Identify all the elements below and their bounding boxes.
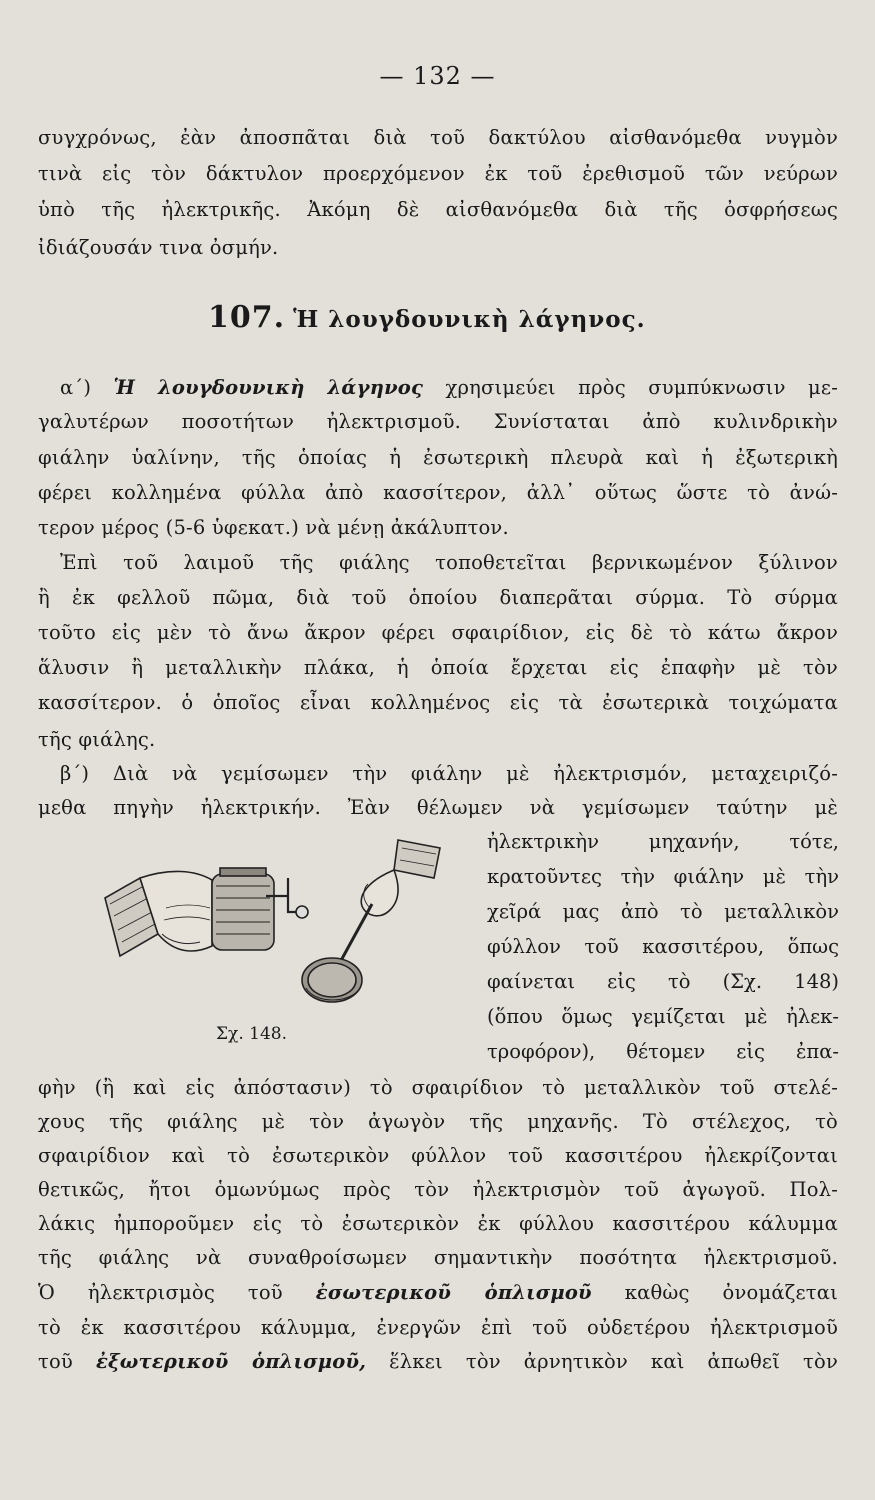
text-line: γαλυτέρων ποσοτήτων ἠλεκτρισμοῦ. Συνίσταται ἀπὸ κυλινδρικὴν	[38, 410, 838, 433]
section-heading	[208, 300, 646, 335]
term-outer-coating: ἐξωτερικοῦ ὁπλισμοῦ,	[95, 1350, 367, 1373]
text-line	[60, 372, 838, 403]
text-line: τερον μέρος (5-6 ὑφεκατ.) νὰ μένῃ ἀκάλυπτον.	[38, 516, 509, 539]
text-line: (ὅπου ὅμως γεμίζεται μὲ ἠλεκ-	[487, 1005, 839, 1028]
term-leyden-jar: Ἡ λουγδουνικὴ λάγηνος	[113, 376, 424, 399]
text-line: κασσίτερον. ὁ ὁποῖος εἶναι κολλημένος εἰς τὰ ἐσωτερικὰ τοιχώματα	[38, 691, 838, 714]
term-inner-coating: ἐσωτερικοῦ ὁπλισμοῦ	[315, 1281, 592, 1304]
text-line: ἠλεκτρικὴν μηχανήν, τότε,	[487, 830, 839, 853]
text-span: τοῦ	[38, 1350, 73, 1373]
text-span: χρησιμεύει πρὸς συμπύκνωσιν με-	[445, 376, 838, 399]
figure-leyden-jar-illustration	[100, 838, 455, 1018]
text-line: β΄) Διὰ νὰ γεμίσωμεν τὴν φιάλην μὲ ἠλεκτρισμόν, μεταχειριζό-	[60, 762, 838, 785]
text-line	[38, 1277, 838, 1308]
text-line: φὴν (ἢ καὶ εἰς ἀπόστασιν) τὸ σφαιρίδιον τὸ μεταλλικὸν τοῦ στελέ-	[38, 1076, 838, 1099]
text-line: τῆς φιάλης.	[38, 728, 156, 751]
text-line: ἅλυσιν ἢ μεταλλικὴν πλάκα, ἡ ὁποία ἔρχεται εἰς ἐπαφὴν μὲ τὸν	[38, 656, 838, 679]
text-line: μεθα πηγὴν ἠλεκτρικήν. Ἐὰν θέλωμεν νὰ γεμίσωμεν ταύτην μὲ	[38, 796, 838, 819]
text-line: τοῦτο εἰς μὲν τὸ ἄνω ἄκρον φέρει σφαιρίδιον, εἰς δὲ τὸ κάτω ἄκρον	[38, 621, 838, 644]
figure-caption: Σχ. 148.	[216, 1024, 287, 1044]
section-number: 107.	[208, 300, 286, 335]
text-span: ἕλκει τὸν ἀρνητικὸν καὶ ἀπωθεῖ τὸν	[389, 1350, 839, 1373]
text-line: κρατοῦντες τὴν φιάλην μὲ τὴν	[487, 865, 839, 888]
text-line: Ἐπὶ τοῦ λαιμοῦ τῆς φιάλης τοποθετεῖται βερνικωμένον ξύλινον	[60, 551, 838, 574]
page-number: — 132 —	[379, 62, 496, 90]
text-line: χους τῆς φιάλης μὲ τὸν ἀγωγὸν τῆς μηχανῆς. Τὸ στέλεχος, τὸ	[38, 1110, 838, 1133]
text-line: τινὰ εἰς τὸν δάκτυλον προερχόμενον ἐκ τοῦ ἐρεθισμοῦ τῶν νεύρων	[38, 162, 838, 185]
text-line: ἰδιάζουσάν τινα ὀσμήν.	[38, 236, 279, 259]
text-line	[38, 1346, 838, 1377]
text-line: σφαιρίδιον καὶ τὸ ἐσωτερικὸν φύλλον τοῦ κασσιτέρου ἠλεκρίζονται	[38, 1144, 838, 1167]
paragraph-marker: α΄)	[60, 376, 92, 399]
text-span: Ὁ ἠλεκτρισμὸς τοῦ	[38, 1281, 283, 1304]
text-line: τὸ ἐκ κασσιτέρου κάλυμμα, ἐνεργῶν ἐπὶ τοῦ οὐδετέρου ἠλεκτρισμοῦ	[38, 1316, 838, 1339]
text-line: φαίνεται εἰς τὸ (Σχ. 148)	[487, 970, 839, 993]
text-line: φιάλην ὑαλίνην, τῆς ὁποίας ἡ ἐσωτερικὴ πλευρὰ καὶ ἡ ἐξωτερικὴ	[38, 446, 838, 469]
text-span: καθὼς ὀνομάζεται	[624, 1281, 839, 1304]
text-line: χεῖρά μας ἀπὸ τὸ μεταλλικὸν	[487, 900, 839, 923]
text-line: φύλλον τοῦ κασσιτέρου, ὅπως	[487, 935, 839, 958]
text-line: λάκις ἠμποροῦμεν εἰς τὸ ἐσωτερικὸν ἐκ φύλλου κασσιτέρου κάλυμμα	[38, 1212, 838, 1235]
section-title: Ἡ λουγδουνικὴ λάγηνος.	[293, 306, 646, 333]
text-line: ἢ ἐκ φελλοῦ πῶμα, διὰ τοῦ ὁποίου διαπερᾶται σύρμα. Τὸ σύρμα	[38, 586, 838, 609]
text-line: τῆς φιάλης νὰ συναθροίσωμεν σημαντικὴν ποσότητα ἠλεκτρισμοῦ.	[38, 1246, 838, 1269]
text-line: τροφόρον), θέτομεν εἰς ἐπα-	[487, 1040, 839, 1063]
text-line: θετικῶς, ἤτοι ὁμωνύμως πρὸς τὸν ἠλεκτρισμὸν τοῦ ἀγωγοῦ. Πολ-	[38, 1178, 838, 1201]
text-line: συγχρόνως, ἐὰν ἀποσπᾶται διὰ τοῦ δακτύλου αἰσθανόμεθα νυγμὸν	[38, 126, 838, 149]
text-line: ὑπὸ τῆς ἠλεκτρικῆς. Ἀκόμη δὲ αἰσθανόμεθα διὰ τῆς ὀσφρήσεως	[38, 198, 838, 221]
text-line: φέρει κολλημένα φύλλα ἀπὸ κασσίτερον, ἀλλ᾽ οὕτως ὥστε τὸ ἀνώ-	[38, 481, 838, 504]
